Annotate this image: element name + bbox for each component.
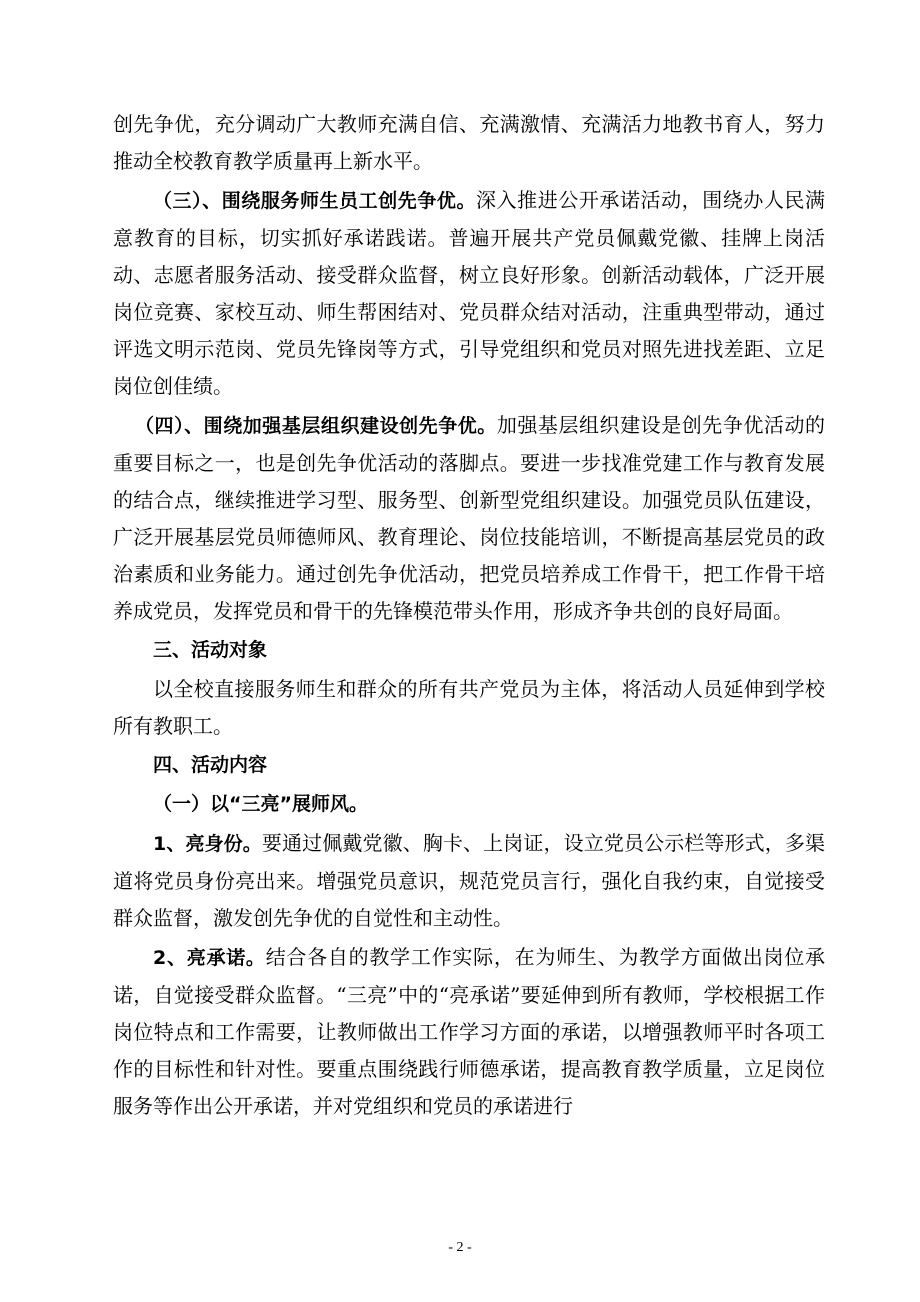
paragraph-continuation: 创先争优，充分调动广大教师充满自信、充满激情、充满活力地教书育人，努力推动全校教育教学质量再上新水平。 — [113, 112, 825, 173]
paragraph-serve-staff — [113, 182, 825, 405]
paragraph-targets: 以全校直接服务师生和群众的所有共产党员为主体，将活动人员延伸到学校所有教职工。 — [113, 677, 825, 738]
paragraph-grassroots — [113, 407, 825, 630]
paragraph-show-identity — [113, 825, 825, 937]
paragraph-show-commitment — [113, 939, 825, 1125]
section-heading-targets: 三、活动对象 — [153, 639, 268, 661]
paragraph-body: 结合各自的教学工作实际，在为师生、为教学方面做出岗位承诺，自觉接受群众监督。“三亮”中的“亮承诺”要延伸到所有教师，学校根据工作岗位特点和工作需要，让教师做出工作学习方面的承诺，以增强教师平时各项工作的目标性和针对性。要重点围绕践行师德承诺，提高教育教学质量，立足岗位服务等作出公开承诺，并对党组织和党员的承诺进行 — [113, 945, 825, 1118]
paragraph-body: 要通过佩戴党徽、胸卡、上岗证，设立党员公示栏等形式，多渠道将党员身份亮出来。增强党员意识，规范党员言行，强化自我约束，自觉接受群众监督，激发创先争优的自觉性和主动性。 — [113, 831, 825, 930]
paragraph-heading: （三）、围绕服务师生员工创先争优。 — [153, 190, 477, 212]
paragraph-body: 深入推进公开承诺活动，围绕办人民满意教育的目标，切实抓好承诺践诺。普遍开展共产党员佩戴党徽、挂牌上岗活动、志愿者服务活动、接受群众监督，树立良好形象。创新活动载体，广泛开展岗位竞赛、家校互动、师生帮困结对、党员群众结对活动，注重典型带动，通过评选文明示范岗、党员先锋岗等方式，引导党组织和党员对照先进找差距、立足岗位创佳绩。 — [113, 188, 825, 398]
paragraph-heading: （四）、围绕加强基层组织建设创先争优。 — [135, 415, 497, 437]
section-heading-content: 四、活动内容 — [153, 754, 268, 776]
paragraph-heading: 2、亮承诺。 — [153, 947, 266, 969]
document-page — [113, 106, 825, 1125]
subsection-heading-three-lights: （一）以“三亮”展师风。 — [153, 793, 368, 815]
paragraph-body: 加强基层组织建设是创先争优活动的重要目标之一，也是创先争优活动的落脚点。要进一步找准党建工作与教育发展的结合点，继续推进学习型、服务型、创新型党组织建设。加强党员队伍建设，广泛开展基层党员师德师风、教育理论、岗位技能培训，不断提高基层党员的政治素质和业务能力。通过创先争优活动，把党员培养成工作骨干，把工作骨干培养成党员，发挥党员和骨干的先锋模范带头作用，形成齐争共创的良好局面。 — [113, 413, 825, 623]
page-number: - 2 - — [448, 1240, 472, 1255]
paragraph-heading: 1、亮身份。 — [153, 833, 262, 855]
